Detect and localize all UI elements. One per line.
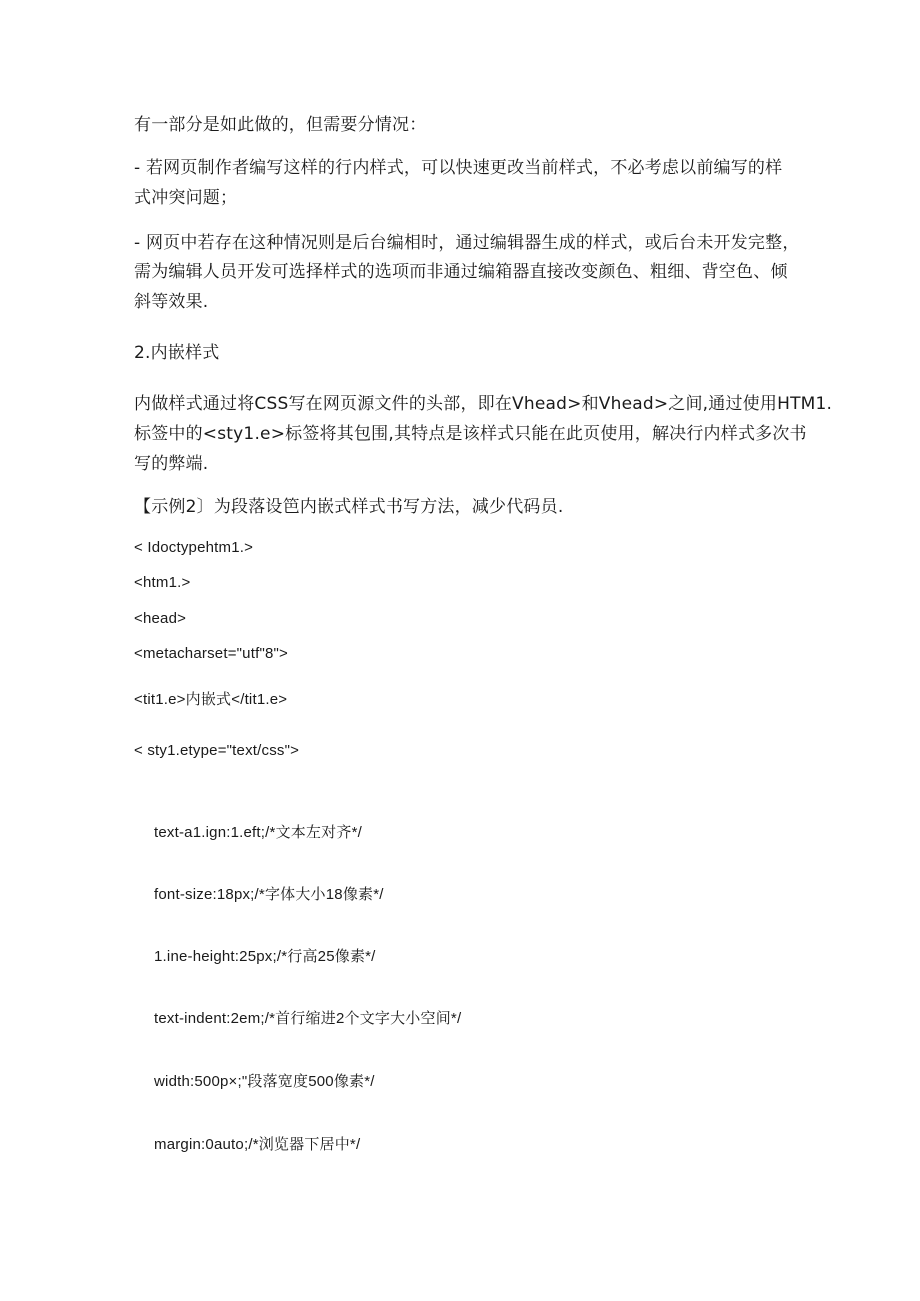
css-line-text-indent: text-indent:2em;/*首行缩进2个文字大小空间*/ xyxy=(154,1010,462,1027)
bullet-1-line-1: - 若网页制作者编写这样的行内样式，可以快速更改当前样式，不必考虑以前编写的样 xyxy=(134,158,783,178)
code-line-head: <head> xyxy=(134,610,187,627)
css-line-text-align: text-a1.ign:1.eft;/*文本左对齐*/ xyxy=(154,824,362,841)
description-line-1: 内做样式通过将CSS写在网页源文件的头部，即在Vhead>和Vhead>之间,通过使用HTM1. xyxy=(134,394,833,414)
intro-paragraph: 有一部分是如此做的，但需要分情况： xyxy=(134,115,427,135)
section-heading: 2.内嵌样式 xyxy=(134,343,220,363)
code-line-doctype: < Idoctypehtm1.> xyxy=(134,539,254,556)
css-line-line-height: 1.ine-height:25px;/*行高25像素*/ xyxy=(154,948,376,965)
bullet-2-line-1: - 网页中若存在这种情况则是后台编相时，通过编辑器生成的样式，或后台未开发完整， xyxy=(134,233,800,253)
bullet-2-line-2: 需为编辑人员开发可选择样式的选项而非通过编箱器直接改变颜色、粗细、背空色、倾 xyxy=(134,262,788,282)
description-line-3: 写的弊端. xyxy=(134,454,209,474)
example-caption: 【示例2〕为段落设笆内嵌式样式书写方法，减少代码员. xyxy=(134,497,564,517)
bullet-2-line-3: 斜等效果. xyxy=(134,292,209,312)
code-line-style: < sty1.etype="text/css"> xyxy=(134,742,300,759)
css-line-width: width:500p×;"段落宽度500像素*/ xyxy=(154,1073,375,1090)
bullet-1-line-2: 式冲突问题； xyxy=(134,188,238,208)
css-line-margin: margin:0auto;/*浏览器下居中*/ xyxy=(154,1136,361,1153)
css-line-font-size: font-size:18px;/*字体大小18像素*/ xyxy=(154,886,384,903)
description-line-2: 标签中的<sty1.e>标签将其包围,其特点是该样式只能在此页使用，解决行内样式多次书 xyxy=(134,424,807,444)
code-line-meta: <metacharset="utf"8"> xyxy=(134,645,289,662)
code-line-title: <tit1.e>内嵌式</tit1.e> xyxy=(134,691,288,708)
code-line-html: <htm1.> xyxy=(134,574,191,591)
